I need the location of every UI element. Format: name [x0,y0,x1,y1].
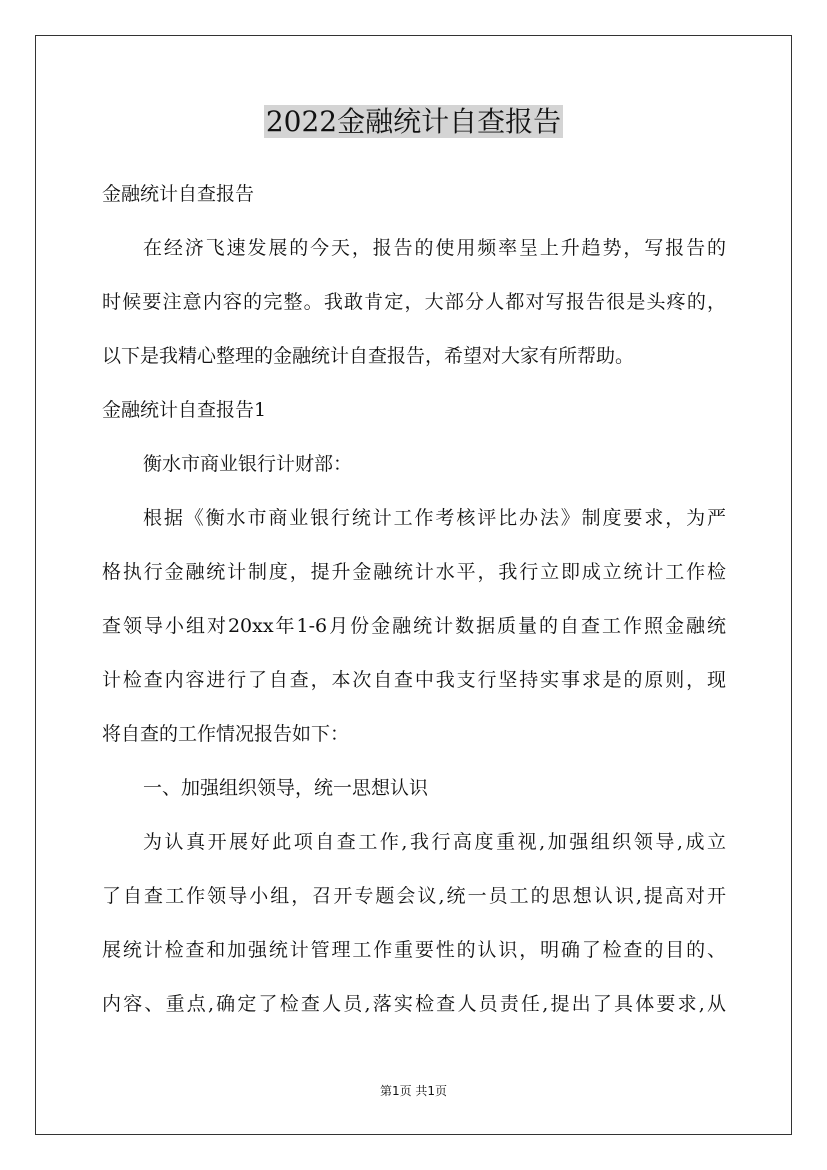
salutation: 衡水市商业银行计财部： [143,453,353,475]
paragraph-line: 计检查内容进行了自查，本次自查中我支行坚持实事求是的原则，现 [102,669,726,691]
paragraph-line: 将自查的工作情况报告如下： [102,723,350,745]
paragraph-line: 查领导小组对20xx年1-6月份金融统计数据质量的自查工作照金融统 [102,615,726,637]
paragraph-line: 内容、重点,确定了检查人员,落实检查人员责任,提出了具体要求,从 [102,993,726,1015]
document-title [0,100,827,144]
section-heading: 一、加强组织领导，统一思想认识 [143,777,429,799]
document-title-text: 2022金融统计自查报告 [265,105,562,138]
paragraph-line: 时候要注意内容的完整。我敢肯定，大部分人都对写报告很是头疼的， [102,291,726,313]
paragraph-line: 为认真开展好此项自查工作,我行高度重视,加强组织领导,成立 [143,831,726,853]
paragraph-line: 了自查工作领导小组，召开专题会议,统一员工的思想认识,提高对开 [102,885,726,907]
page-number: 第1页 共1页 [379,1084,448,1098]
paragraph-line: 格执行金融统计制度，提升金融统计水平，我行立即成立统计工作检 [102,561,726,583]
page-footer [0,1083,827,1099]
document-body [102,177,726,1021]
section-heading: 金融统计自查报告1 [102,399,267,421]
paragraph-line: 展统计检查和加强统计管理工作重要性的认识，明确了检查的目的、 [102,939,726,961]
paragraph-line: 根据《衡水市商业银行统计工作考核评比办法》制度要求，为严 [143,507,726,529]
subheading: 金融统计自查报告 [102,183,255,205]
paragraph-line: 以下是我精心整理的金融统计自查报告，希望对大家有所帮助。 [102,345,635,367]
paragraph-line: 在经济飞速发展的今天，报告的使用频率呈上升趋势，写报告的 [143,237,726,259]
